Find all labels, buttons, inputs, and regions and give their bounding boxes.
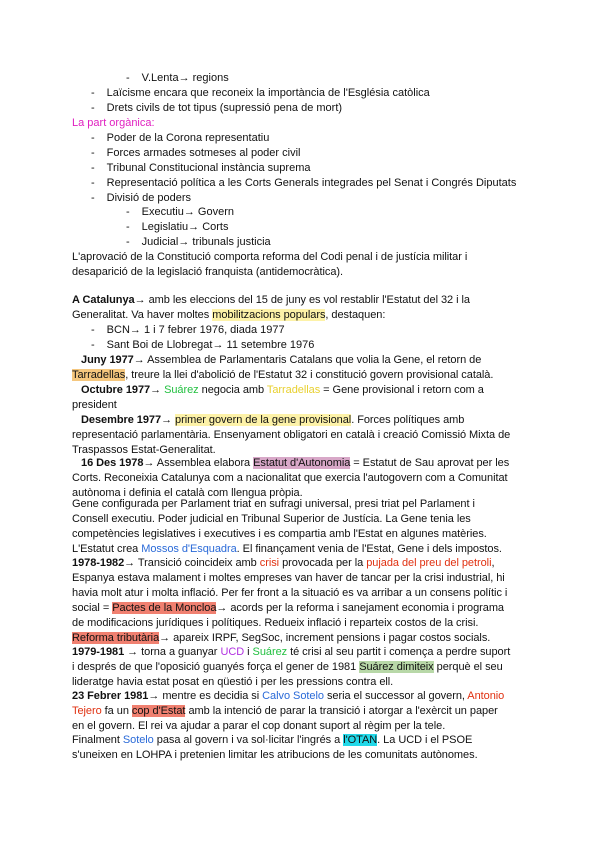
list-item: - Judicial→ tribunals justicia: [126, 236, 271, 248]
paragraph-octubre-1977: Octubre 1977→ Suárez negocia amb Tarradellas = Gene provisional i retorn com a president: [72, 384, 484, 411]
paragraph-1979-1981: 1979-1981 → torna a guanyar UCD i Suárez té crisi al seu partit i comença a perdre suport i després de que l'oposició guanyés força el gener de 1981 Suárez dimiteix perquè el seu lideratge havia estat posat en qüestió i per les pressions contra ell.: [72, 646, 511, 688]
list-item: - Drets civils de tot tipus (supressió pena de mort): [91, 102, 343, 114]
list-item: - V.Lenta→ regions: [126, 72, 229, 84]
list-item: - Poder de la Corona representatiu: [91, 132, 270, 144]
paragraph-juny-1977: Juny 1977→ Assemblea de Parlamentaris Catalans que volia la Gene, el retorn de Tarradellas, treure la llei d'abolició de l'Estatut 32 i constitució govern provisional català.: [72, 354, 494, 381]
list-item: - Sant Boi de Llobregat→ 11 setembre 1976: [91, 339, 315, 351]
paragraph-crisi: 1978-1982→ Transició coincideix amb crisi provocada per la pujada del preu del petroli, Espanya estava malament i moltes empreses van haver de tancar per la crisi industrial, hi havia molt atur i molta inflació. Per fer front a la situació es va arribar a un consens polític i social = Pactes de la Moncloa→ acords per la reforma i sanejament economia i programa de modificacions jurídiques i polítiques. Redueix inflació i reparteix costos de la crisi. Reforma tributària→ apareix IRPF, SegSoc, increment pensions i pagar costos socials.: [72, 557, 508, 644]
paragraph-finalment: Finalment Sotelo pasa al govern i va sol·licitar l'ingrés a l'OTAN. La UCD i el PSOE s'uneixen en LOHPA i pretenien limitar les atribucions de les comunitats autònomes.: [72, 734, 478, 761]
list-item: - Forces armades sotmeses al poder civil: [91, 147, 301, 159]
paragraph-aprovacio: L'aprovació de la Constitució comporta reforma del Codi penal i de justícia militar i desaparició de la legislació franquista (antidemocràtica).: [72, 251, 468, 278]
paragraph-catalunya: A Catalunya→ amb les eleccions del 15 de juny es vol restablir l'Estatut del 32 i la Generalitat. Va haver moltes mobilitzacions populars, destaquen:: [72, 294, 470, 321]
list-item: - Divisió de poders: [91, 192, 192, 204]
list-item: - Laïcisme encara que reconeix la importància de l'Església catòlica: [91, 87, 430, 99]
paragraph-23-febrer-1981: 23 Febrer 1981→ mentre es decidia si Calvo Sotelo seria el successor al govern, Antonio Tejero fa un cop d'Estat amb la intenció de parar la transició i atorgar a l'exèrcit un paper en el govern. El rei va ajudar a parar el cop donant suport al règim per la tele.: [72, 690, 505, 732]
list-item: - Legislatiu→ Corts: [126, 221, 229, 233]
paragraph-16-des-1978: 16 Des 1978→ Assemblea elabora Estatut d'Autonomia = Estatut de Sau aprovat per les Corts. Reconeixia Catalunya com a nacionalitat que exercia l'autogovern com a Comunitat autònoma i definia el català com llengua pròpia.: [72, 457, 510, 499]
paragraph-gene: Gene configurada per Parlament triat en sufragi universal, presi triat pel Parlament i Consell executiu. Poder judicial en Tribunal Superior de Justícia. La Gene tenia les competències legislatives i executives i es compartia amb l'Estat en algunes matèries. L'Estatut crea Mossos d'Esquadra. El finançament venia de l'Estat, Gene i dels impostos.: [72, 498, 502, 555]
list-item: - Tribunal Constitucional instància suprema: [91, 162, 311, 174]
paragraph-desembre-1977: Desembre 1977→ primer govern de la gene provisional. Forces polítiques amb representació parlamentària. Ensenyament obligatori en català i creació Comissió Mixta de Traspassos Estat-Generalitat.: [72, 414, 511, 456]
list-item: - Executiu→ Govern: [126, 206, 234, 218]
list-item: - BCN→ 1 i 7 febrer 1976, diada 1977: [91, 324, 285, 336]
section-heading-organica: La part orgànica:: [72, 117, 155, 129]
list-item: - Representació política a les Corts Generals integrades pel Senat i Congrés Diputats: [91, 177, 517, 189]
